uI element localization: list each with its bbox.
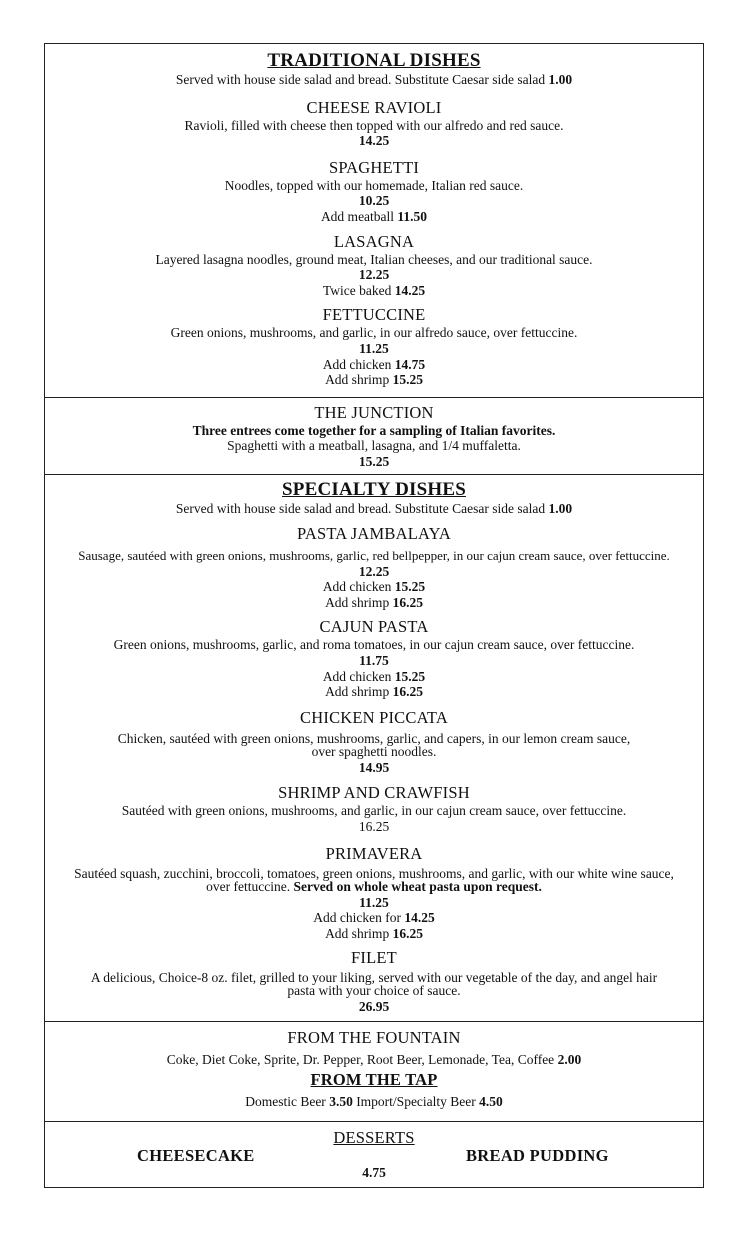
item-name: CAJUN PASTA bbox=[319, 617, 429, 637]
item-name: PRIMAVERA bbox=[325, 843, 423, 863]
item-name: SPAGHETTI bbox=[328, 157, 420, 177]
item-name: PASTA JAMBALAYA bbox=[296, 524, 452, 544]
item-price: 12.25 bbox=[358, 267, 390, 283]
item-price: 11.25 bbox=[359, 340, 389, 356]
item-addon: Add shrimp 16.25 bbox=[325, 594, 423, 610]
dessert-item-bread-pudding: BREAD PUDDING bbox=[466, 1146, 609, 1166]
item-desc-line: A delicious, Choice-8 oz. filet, grilled to your liking, served with our vegetable of the day, and angel hair bbox=[90, 970, 658, 986]
item-price: 10.25 bbox=[358, 193, 390, 209]
junction-desc: Spaghetti with a meatball, lasagna, and 1/4 muffaletta. bbox=[227, 438, 521, 454]
item-addon: Twice baked 14.25 bbox=[322, 282, 426, 298]
item-price: 14.95 bbox=[358, 759, 390, 775]
item-price: 16.25 bbox=[358, 819, 390, 835]
item-addon: Add chicken 15.25 bbox=[322, 579, 426, 595]
fountain-items: Coke, Diet Coke, Sprite, Dr. Pepper, Root Beer, Lemonade, Tea, Coffee 2.00 bbox=[166, 1052, 582, 1067]
item-desc: Green onions, mushrooms, and garlic, in our alfredo sauce, over fettuccine. bbox=[170, 325, 578, 341]
item-price: 26.95 bbox=[358, 999, 390, 1015]
traditional-note: Served with house side salad and bread. Substitute Caesar side salad 1.00 bbox=[175, 72, 573, 87]
menu-item-spaghetti bbox=[51, 158, 697, 225]
junction-price: 15.25 bbox=[358, 453, 390, 469]
item-name: SHRIMP AND CRAWFISH bbox=[278, 783, 470, 803]
fountain-title: FROM THE FOUNTAIN bbox=[287, 1028, 461, 1047]
item-addon: Add chicken 14.75 bbox=[322, 356, 426, 372]
dessert-item-cheesecake: CHEESECAKE bbox=[137, 1146, 255, 1166]
menu-page bbox=[44, 43, 704, 1188]
menu-item-filet bbox=[49, 948, 699, 1015]
item-addon: Add shrimp 16.25 bbox=[325, 925, 423, 941]
desserts-section bbox=[45, 1122, 703, 1187]
traditional-title: TRADITIONAL DISHES bbox=[267, 50, 481, 71]
specialty-title: SPECIALTY DISHES bbox=[282, 478, 466, 500]
item-name: LASAGNA bbox=[333, 231, 415, 251]
menu-item-cheese-ravioli bbox=[51, 98, 697, 149]
menu-item-cajun-pasta bbox=[49, 617, 699, 699]
item-name: CHEESE RAVIOLI bbox=[306, 97, 442, 117]
item-desc bbox=[49, 732, 699, 758]
item-price: 14.25 bbox=[358, 133, 390, 149]
item-desc bbox=[49, 971, 699, 997]
menu-item-primavera bbox=[49, 844, 699, 942]
menu-item-shrimp-and-crawfish bbox=[49, 783, 699, 834]
tap-items: Domestic Beer 3.50 Import/Specialty Beer 4.50 bbox=[245, 1093, 503, 1109]
item-name: CHICKEN PICCATA bbox=[300, 707, 448, 727]
menu-item-pasta-jambalaya bbox=[49, 524, 699, 610]
item-addon: Add shrimp 15.25 bbox=[325, 372, 423, 388]
item-price: 11.25 bbox=[359, 894, 389, 910]
junction-tagline: Three entrees come together for a sampling of Italian favorites. bbox=[192, 422, 556, 438]
item-desc: Sausage, sautéed with green onions, mushrooms, garlic, red bellpepper, in our cajun cream sauce, over fettuccine. bbox=[78, 548, 670, 564]
item-desc: Layered lasagna noodles, ground meat, Italian cheeses, and our traditional sauce. bbox=[155, 251, 593, 267]
menu-item-chicken-piccata bbox=[49, 708, 699, 776]
item-desc: Noodles, topped with our homemade, Italian red sauce. bbox=[224, 177, 524, 193]
item-desc bbox=[49, 867, 699, 893]
item-addon: Add chicken 15.25 bbox=[322, 668, 426, 684]
item-desc-line: Chicken, sautéed with green onions, mushrooms, garlic, and capers, in our lemon cream sauce, bbox=[117, 730, 631, 746]
item-price: 11.75 bbox=[359, 653, 389, 669]
item-name: FILET bbox=[351, 948, 397, 968]
item-addon: Add shrimp 16.25 bbox=[325, 684, 423, 700]
junction-title: THE JUNCTION bbox=[314, 402, 434, 422]
item-desc-line: pasta with your choice of sauce. bbox=[287, 983, 461, 999]
desserts-title: DESSERTS bbox=[333, 1128, 415, 1148]
item-addon: Add chicken for 14.25 bbox=[313, 910, 435, 926]
item-desc: Green onions, mushrooms, garlic, and roma tomatoes, in our cajun cream sauce, over fettuccine. bbox=[113, 637, 635, 653]
item-desc: Sautéed with green onions, mushrooms, and garlic, in our cajun cream sauce, over fettuccine. bbox=[121, 803, 627, 819]
item-desc-line: Sautéed squash, zucchini, broccoli, tomatoes, green onions, mushrooms, and garlic, with our white wine sauce, bbox=[74, 865, 674, 881]
item-desc-line: over spaghetti noodles. bbox=[311, 743, 437, 759]
specialty-section bbox=[45, 475, 703, 1023]
menu-item-lasagna bbox=[51, 232, 697, 299]
junction-section bbox=[45, 398, 703, 475]
item-desc-line: over fettuccine. Served on whole wheat pasta upon request. bbox=[206, 878, 542, 894]
item-price: 12.25 bbox=[358, 563, 390, 579]
item-addon: Add meatball 11.50 bbox=[320, 208, 428, 224]
item-desc: Ravioli, filled with cheese then topped with our alfredo and red sauce. bbox=[184, 117, 564, 133]
item-name: FETTUCCINE bbox=[322, 305, 426, 325]
traditional-section bbox=[45, 44, 703, 398]
desserts-price: 4.75 bbox=[362, 1165, 386, 1181]
specialty-note: Served with house side salad and bread. Substitute Caesar side salad 1.00 bbox=[175, 500, 573, 516]
menu-item-fettuccine bbox=[51, 305, 697, 387]
drinks-section bbox=[45, 1022, 703, 1122]
tap-title: FROM THE TAP bbox=[310, 1069, 438, 1089]
